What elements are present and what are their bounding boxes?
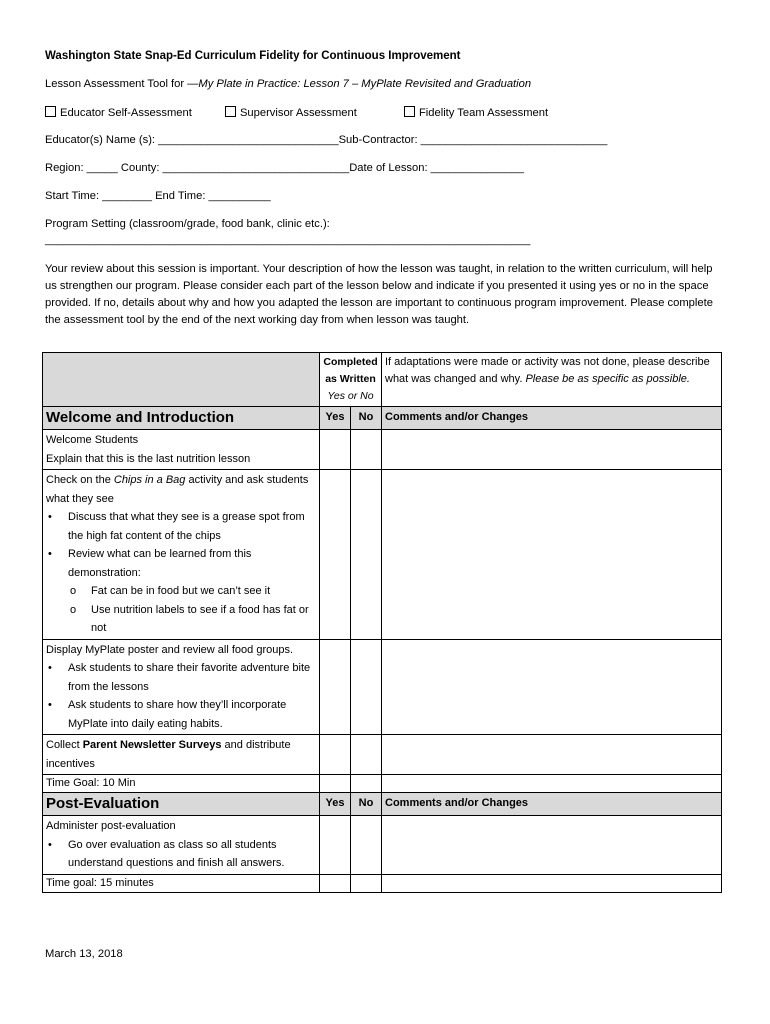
tool-title	[45, 78, 531, 90]
yes-header: Yes	[320, 793, 351, 816]
time-goal-cell: Time goal: 15 minutes	[43, 874, 320, 892]
checkbox-fidelity-team[interactable]	[404, 106, 548, 119]
no-cell[interactable]	[351, 816, 382, 875]
comments-cell[interactable]	[382, 430, 722, 470]
comments-cell[interactable]	[382, 816, 722, 875]
program-setting-label: Program Setting (classroom/grade, food bank, clinic etc.):	[45, 218, 330, 230]
checkbox-label: Supervisor Assessment	[239, 107, 357, 119]
completed-line1: Completed	[323, 356, 378, 368]
checkbox-icon[interactable]	[404, 106, 415, 117]
yes-cell[interactable]	[320, 735, 351, 775]
table-row	[43, 430, 722, 470]
activity-cell	[43, 470, 320, 640]
bullet-item: • Discuss that what they see is a grease spot from the high fat content of the chips	[46, 508, 316, 545]
sub-bullet-item: o Fat can be in food but we can’t see it	[46, 582, 316, 601]
sub-bullet-item: o Use nutrition labels to see if a food has fat or not	[46, 601, 316, 638]
header-blank-cell	[43, 353, 320, 407]
table-row	[43, 639, 722, 735]
bullet-item: • Ask students to share how they’ll incorporate MyPlate into daily eating habits.	[46, 696, 316, 733]
no-cell[interactable]	[351, 735, 382, 775]
comments-cell[interactable]	[382, 874, 722, 892]
text-part: Collect	[46, 739, 83, 751]
adapt-italic: Please be as specific as possible.	[525, 373, 690, 385]
yes-cell[interactable]	[320, 874, 351, 892]
intro-paragraph: Your review about this session is important. Your description of how the lesson was taught, in relation to the written curriculum, will help us strengthen our program. Please consider each part of the lesson below and indicate if you presented it using yes or no in the space provided. If no, details about why and how you adapted the lesson are important to continuous program improvement. Please complete the assessment tool by the end of the next working day from when lesson was taught.	[45, 263, 713, 326]
no-cell[interactable]	[351, 775, 382, 793]
table-row	[43, 874, 722, 892]
checkbox-label: Fidelity Team Assessment	[418, 107, 549, 119]
no-header: No	[351, 407, 382, 430]
activity-cell	[43, 816, 320, 875]
completed-line3: Yes or No	[327, 390, 374, 402]
comments-cell[interactable]	[382, 470, 722, 640]
bullet-item: • Ask students to share their favorite adventure bite from the lessons	[46, 659, 316, 696]
no-cell[interactable]	[351, 430, 382, 470]
time-goal-cell: Time Goal: 10 Min	[43, 775, 320, 793]
table-row	[43, 470, 722, 640]
yes-cell[interactable]	[320, 639, 351, 735]
tool-lesson: My Plate in Practice: Lesson 7 – MyPlate Revisited and Graduation	[198, 78, 532, 90]
activity-cell	[43, 639, 320, 735]
yes-cell[interactable]	[320, 775, 351, 793]
adaptations-header	[382, 353, 722, 407]
activity-cell	[43, 430, 320, 470]
footer-date: March 13, 2018	[45, 948, 123, 960]
comments-header: Comments and/or Changes	[382, 793, 722, 816]
table-row	[43, 816, 722, 875]
section-header-row	[43, 407, 722, 430]
bullet-item: • Go over evaluation as class so all students understand questions and finish all answers.	[46, 836, 316, 873]
tool-prefix: Lesson Assessment Tool for —	[45, 78, 199, 90]
yes-cell[interactable]	[320, 816, 351, 875]
checkbox-educator-self[interactable]	[45, 106, 192, 119]
activity-line: Explain that this is the last nutrition lesson	[46, 452, 251, 465]
section-header-row	[43, 793, 722, 816]
comments-header: Comments and/or Changes	[382, 407, 722, 430]
no-cell[interactable]	[351, 639, 382, 735]
time-field[interactable]: Start Time: ________ End Time: __________	[45, 190, 271, 202]
assessment-type-checkboxes	[45, 106, 578, 119]
assessment-table	[42, 352, 722, 893]
activity-line: Display MyPlate poster and review all food groups.	[46, 643, 294, 656]
bullet-item: • Review what can be learned from this demonstration:	[46, 545, 316, 582]
activity-line: Welcome Students	[46, 434, 139, 446]
checkbox-icon[interactable]	[225, 106, 236, 117]
checkbox-label: Educator Self-Assessment	[60, 107, 192, 119]
program-setting-field[interactable]: ______________________________________________________________________________	[45, 234, 531, 246]
text-part: Check on the	[46, 474, 114, 486]
completed-header	[320, 353, 382, 407]
yes-header: Yes	[320, 407, 351, 430]
text-part: and distribute incentives	[46, 739, 291, 770]
checkbox-supervisor[interactable]	[225, 106, 357, 119]
no-header: No	[351, 793, 382, 816]
activity-line	[46, 471, 316, 508]
completed-line2: as Written	[325, 373, 376, 385]
adapt-text: If adaptations were made or activity was not done, please describe what was changed and why.	[385, 356, 710, 385]
educator-name-field[interactable]: Educator(s) Name (s): _____________________________Sub-Contractor: ______________________________	[45, 134, 608, 146]
text-part: activity and ask students what they see	[46, 474, 309, 505]
no-cell[interactable]	[351, 470, 382, 640]
yes-cell[interactable]	[320, 470, 351, 640]
section-title: Post-Evaluation	[43, 793, 320, 816]
comments-cell[interactable]	[382, 735, 722, 775]
comments-cell[interactable]	[382, 775, 722, 793]
comments-cell[interactable]	[382, 639, 722, 735]
text-part: Chips in a Bag	[113, 474, 186, 486]
table-row	[43, 775, 722, 793]
section-title: Welcome and Introduction	[43, 407, 320, 430]
region-county-field[interactable]: Region: _____ County: ______________________________Date of Lesson: _______________	[45, 162, 525, 174]
table-row	[43, 735, 722, 775]
activity-cell	[43, 735, 320, 775]
activity-line: Administer post-evaluation	[46, 820, 176, 832]
text-part: Parent Newsletter Surveys	[82, 739, 222, 751]
no-cell[interactable]	[351, 874, 382, 892]
document-title: Washington State Snap-Ed Curriculum Fidelity for Continuous Improvement	[45, 50, 461, 62]
yes-cell[interactable]	[320, 430, 351, 470]
table-header-row	[43, 353, 722, 407]
checkbox-icon[interactable]	[45, 106, 56, 117]
